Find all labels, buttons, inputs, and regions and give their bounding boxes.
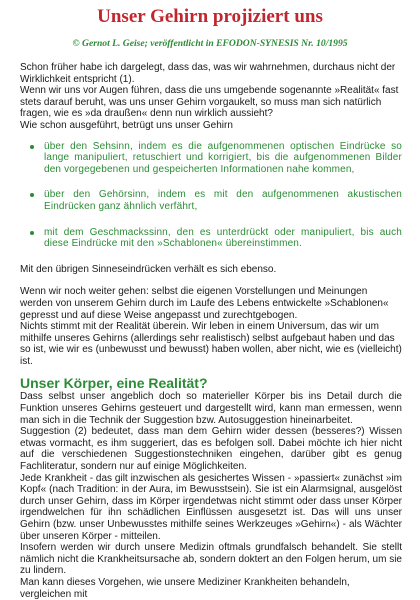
- list-item-text: über den Gehörsinn, indem es mit den aufgenommenen akustischen Eindrücken ganz ähnlich verfährt,: [44, 189, 402, 212]
- intro-paragraph: Wenn wir uns vor Augen führen, dass die uns umgebende sogenannte »Realität« fast stets darauf beruht, was uns unser Gehirn vorgaukelt, so muss man sich natürlich fragen, wie es »da draußen« denn nun wirklich aussieht?: [20, 85, 399, 120]
- section-heading: Unser Körper, eine Realität?: [20, 375, 208, 392]
- body-paragraph: Wenn wir noch weiter gehen: selbst die eigenen Vorstellungen und Meinungen werden von unserem Gehirn durch im Laufe des Lebens entwickelte »Schablonen« gepresst und auf diese Weise angepasst und zurechtgebogen.: [20, 286, 389, 321]
- list-item-text: mit dem Geschmackssinn, den es unterdrückt oder manipuliert, bis auch diese Eindrücke mit den »Schablonen« übereinstimmen.: [44, 226, 402, 250]
- sense-list: [20, 141, 402, 250]
- section-paragraph: Dass selbst unser angeblich doch so materieller Körper bis ins Detail durch die Funktion unseres Gehirns gesteuert und dargestellt wird, kann man ermessen, wenn man sich in die Technik der Suggestion bzw. Autosuggestion hineinarbeitet.: [20, 391, 402, 426]
- byline: © Gernot L. Geise; veröffentlicht in EFODON-SYNESIS Nr. 10/1995: [72, 38, 348, 49]
- body-paragraph: Nichts stimmt mit der Realität überein. Wir leben in einem Universum, das wir um mithilfe unseres Gehirns (allerdings sehr realistisch) selbst aufgebaut haben und das so ist, wie wir es (unbewusst und bewusst) haben wollen, aber nicht, wie es (vielleicht) ist.: [20, 321, 402, 367]
- section-paragraph: Insofern werden wir durch unsere Medizin oftmals grundfalsch behandelt. Sie stellt nämlich nicht die Krankheitsursache ab, sondern doktert an den Folgen herum, um sie zu lindern.: [20, 542, 402, 577]
- list-item: [44, 227, 402, 250]
- intro-paragraph: Schon früher habe ich dargelegt, dass das, was wir wahrnehmen, durchaus nicht der Wirklichkeit entspricht (1).: [20, 62, 396, 85]
- bullet-icon: [30, 231, 34, 235]
- list-item: [44, 141, 402, 176]
- section-paragraph: Jede Krankheit - das gilt inzwischen als gesichertes Wissen - »passiert« zunächst »im Kopf« (nach Tradition: in der Aura, im Bewusstsein). Sie ist ein Alarmsignal, ausgelöst durch unser Gehirn, dass im Körper irgendetwas nicht stimmt oder dass unser Körper irgendwelchen für ihn schädlichen Einflüssen ausgesetzt ist. Das will uns unser Gehirn (bzw. unser Unbewusstes mithilfe seines Werkzeuges »Gehirn«) - als Wächter über unseren Körper - mitteilen.: [20, 472, 402, 542]
- list-item: [44, 189, 402, 212]
- bullet-icon: [30, 193, 34, 197]
- article-body: [20, 62, 402, 600]
- section-paragraph: Suggestion (2) bedeutet, dass man dem Gehirn wider dessen (besseres?) Wissen etwas vormacht, es ihm suggeriert, das es befolgen soll. Dabei möchte ich hier nicht auf die verschiedenen Suggestionstechniken eingehen, darüber gibt es genug Fachliteratur, sondern nur auf einige Möglichkeiten.: [20, 426, 402, 473]
- intro-paragraph: Wie schon ausgeführt, betrügt uns unser Gehirn: [20, 119, 233, 131]
- section-paragraph: Man kann dieses Vorgehen, wie unsere Mediziner Krankheiten behandeln, vergleichen mit: [20, 576, 350, 600]
- summary-sentence: Mit den übrigen Sinneseindrücken verhält es sich ebenso.: [20, 263, 277, 275]
- list-item-text: über den Sehsinn, indem es die aufgenommenen optischen Eindrücke so lange manipuliert, retuschiert und korrigiert, bis die aufgenommenen Bilder den vorgegebenen und gespeicherten Informationen nahe kommen,: [44, 140, 402, 175]
- page-title: Unser Gehirn projiziert uns: [97, 6, 323, 27]
- bullet-icon: [30, 145, 34, 149]
